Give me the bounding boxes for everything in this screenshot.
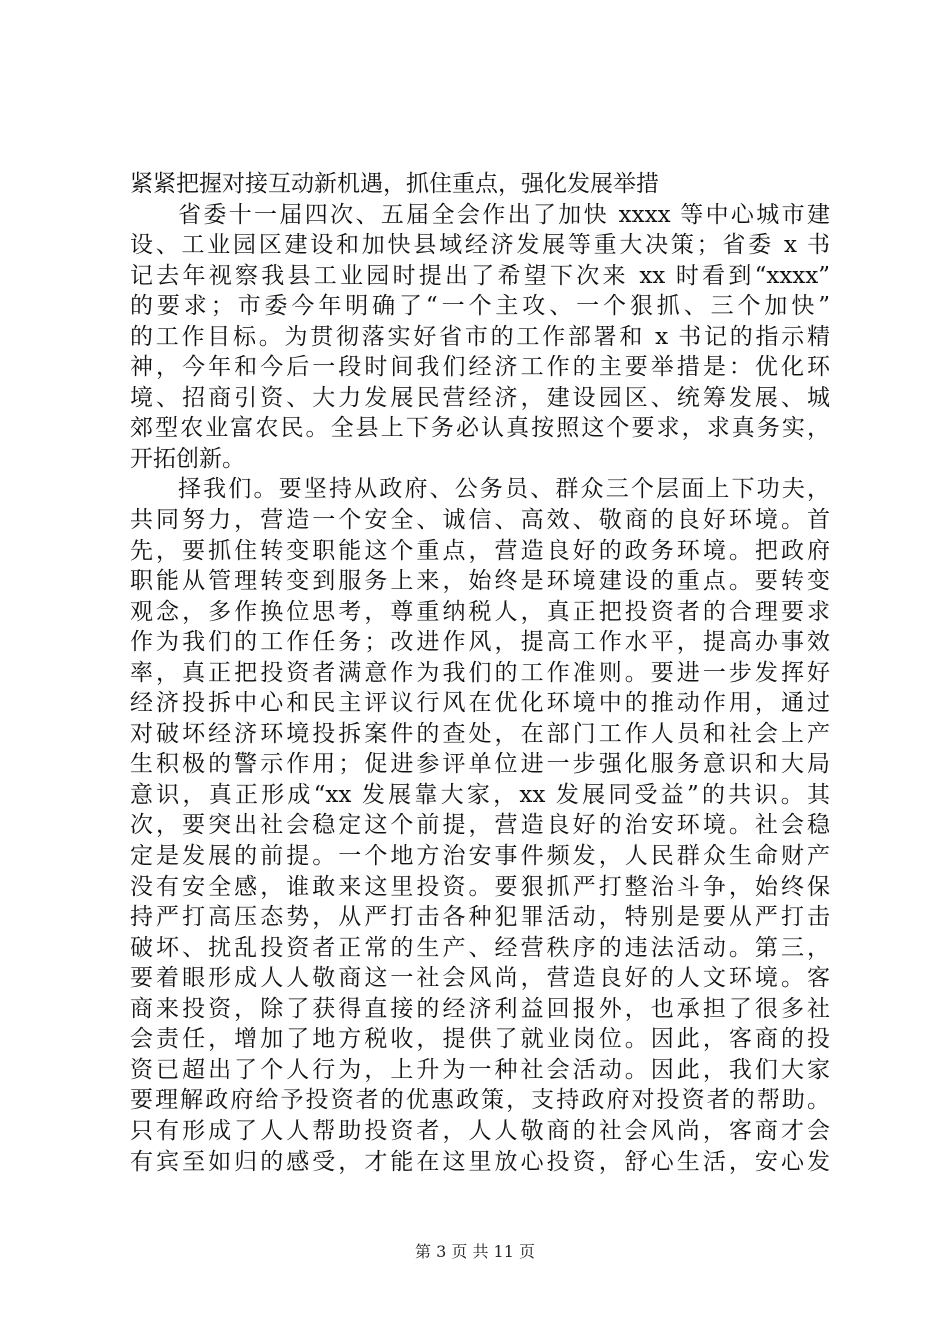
text-line: 只有形成了人人帮助投资者，人人敬商的社会风尚，客商才会 [130,1117,830,1144]
text-line: 破坏、扰乱投资者正常的生产、经营秩序的违法活动。第三， [130,934,830,961]
text-line: 设、工业园区建设和加快县域经济发展等重大决策；省委 x 书 [130,232,830,259]
text-line: 观念，多作换位思考，尊重纳税人，真正把投资者的合理要求 [130,598,830,625]
section-heading: 紧紧把握对接互动新机遇，抓住重点，强化发展举措 [130,171,659,197]
text-line: 共同努力，营造一个安全、诚信、高效、敬商的良好环境。首 [130,507,830,534]
text-line: 持严打高压态势，从严打击各种犯罪活动，特别是要从严打击 [130,904,830,931]
page-footer: 第 3 页 共 11 页 [415,1242,535,1261]
text-line: 对破坏经济环境投拆案件的查处，在部门工作人员和社会上产 [130,720,830,747]
text-line: 要理解政府给予投资者的优惠政策，支持政府对投资者的帮助。 [130,1087,830,1114]
text-line: 记去年视察我县工业园时提出了希望下次来 xx 时看到“xxxx” [130,262,830,289]
text-line: 的工作目标。为贯彻落实好省市的工作部署和 x 书记的指示精 [130,323,830,350]
text-line: 省委十一届四次、五届全会作出了加快 xxxx 等中心城市建 [178,201,830,228]
text-line: 生积极的警示作用；促进参评单位进一步强化服务意识和大局 [130,751,830,778]
text-line: 率，真正把投资者满意作为我们的工作准则。要进一步发挥好 [130,659,830,686]
text-line: 要着眼形成人人敬商这一社会风尚，营造良好的人文环境。客 [130,965,830,992]
text-line: 商来投资，除了获得直接的经济利益回报外，也承担了很多社 [130,995,830,1022]
text-line: 作为我们的工作任务；改进作风，提高工作水平，提高办事效 [130,629,830,656]
text-line: 先，要抓住转变职能这个重点，营造良好的政务环境。把政府 [130,537,830,564]
text-line: 的要求；市委今年明确了“一个主攻、一个狠抓、三个加快” [130,293,830,320]
text-line: 没有安全感，谁敢来这里投资。要狠抓严打整治斗争，始终保 [130,873,830,900]
text-line: 职能从管理转变到服务上来，始终是环境建设的重点。要转变 [130,568,830,595]
text-line: 次，要突出社会稳定这个前提，营造良好的治安环境。社会稳 [130,812,830,839]
text-line: 定是发展的前提。一个地方治安事件频发，人民群众生命财产 [130,843,830,870]
text-line: 经济投拆中心和民主评议行风在优化环境中的推动作用，通过 [130,690,830,717]
text-line: 有宾至如归的感受，才能在这里放心投资，舒心生活，安心发 [130,1148,830,1175]
text-line: 神，今年和今后一段时间我们经济工作的主要举措是：优化环 [130,354,830,381]
text-line: 境、招商引资、大力发展民营经济，建设园区、统筹发展、城 [130,384,830,411]
text-line: 资已超出了个人行为，上升为一种社会活动。因此，我们大家 [130,1056,830,1083]
text-line: 会责任，增加了地方税收，提供了就业岗位。因此，客商的投 [130,1026,830,1053]
text-line: 郊型农业富农民。全县上下务必认真按照这个要求，求真务实， [130,415,830,442]
text-line: 开拓创新。 [130,445,245,472]
text-line: 意识，真正形成“xx 发展靠大家，xx 发展同受益”的共识。其 [130,781,830,808]
document-body [130,169,830,1177]
text-line: 择我们。要坚持从政府、公务员、群众三个层面上下功夫， [178,476,830,503]
